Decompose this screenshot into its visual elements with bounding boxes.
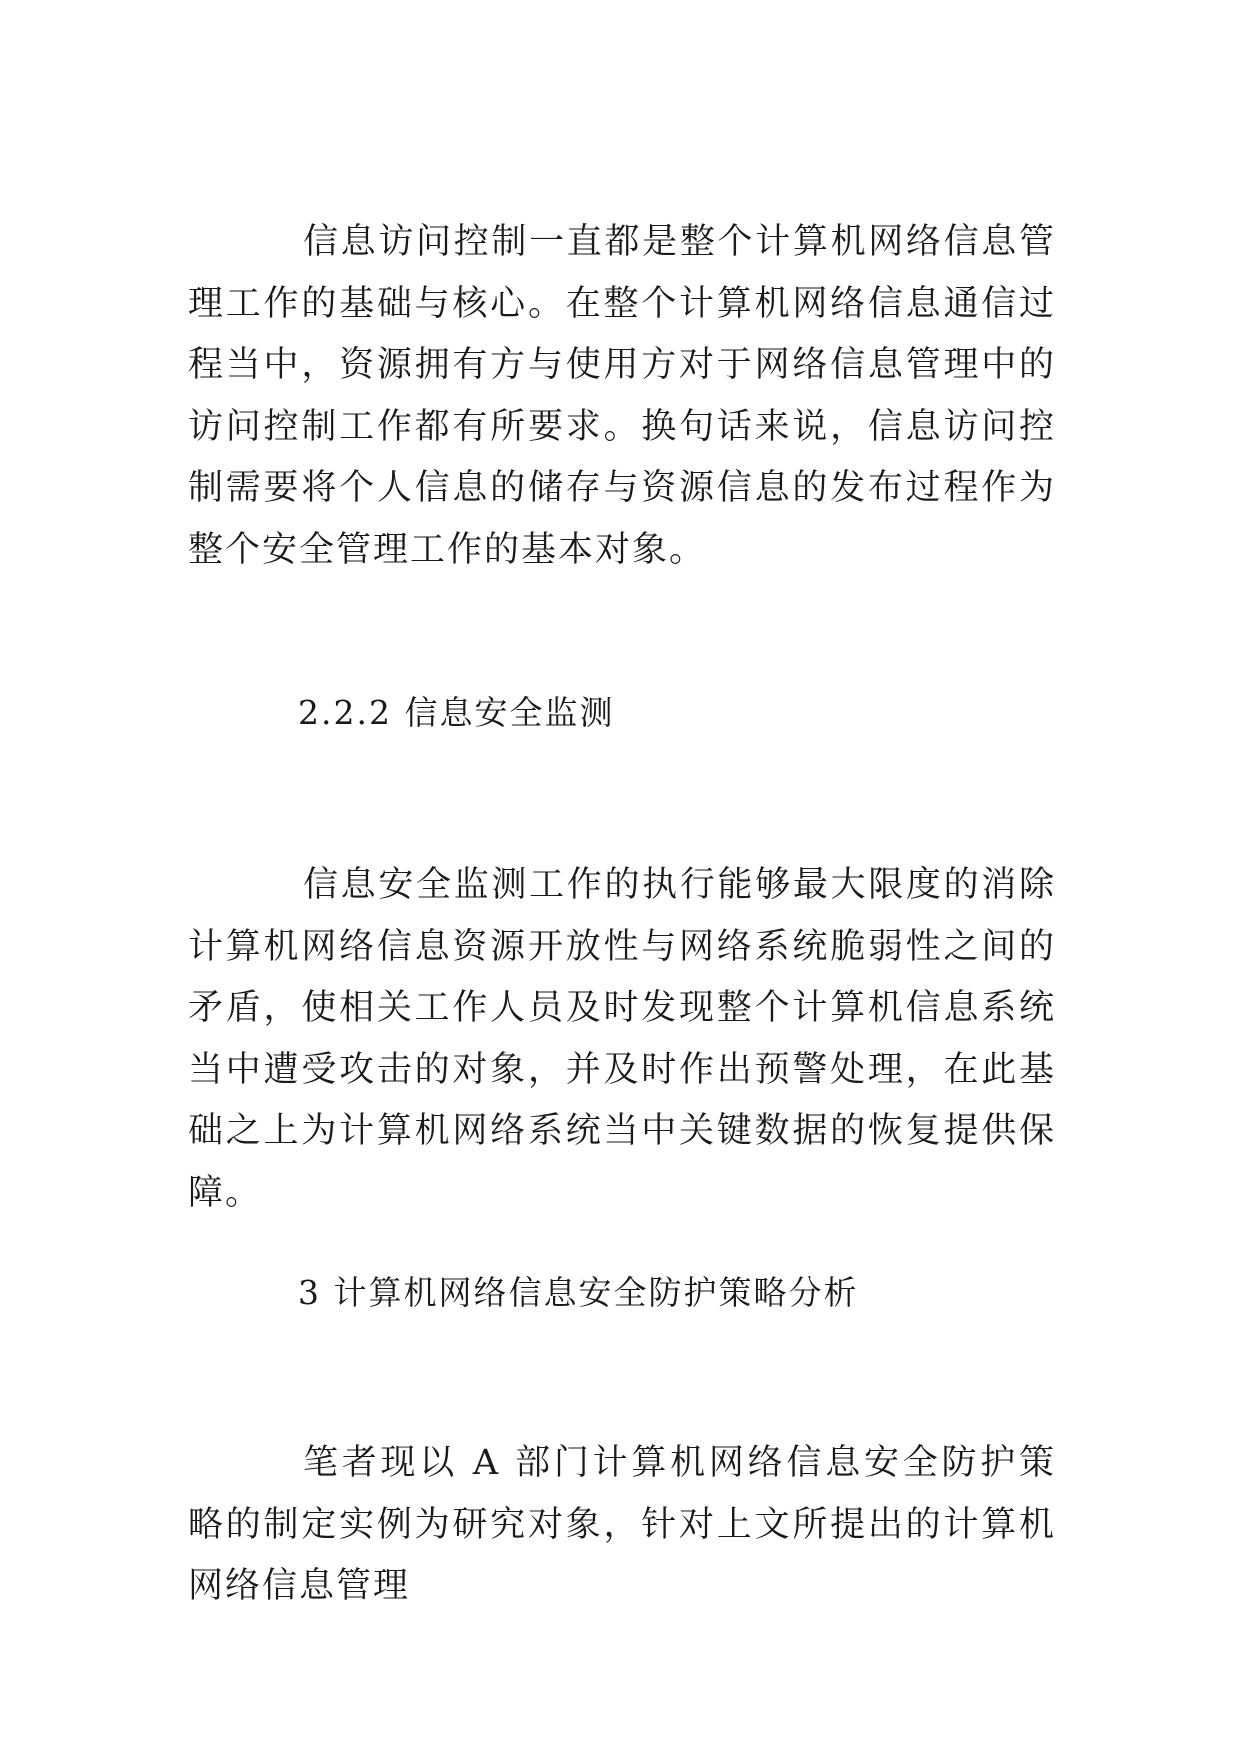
section-heading-security-monitoring: 2.2.2 信息安全监测 xyxy=(298,693,615,732)
paragraph-strategy-intro: 笔者现以 A 部门计算机网络信息安全防护策略的制定实例为研究对象，针对上文所提出的计算机网络信息管理 xyxy=(188,1443,1056,1606)
section-heading-protection-strategy: 3 计算机网络信息安全防护策略分析 xyxy=(298,1273,859,1312)
paragraph-security-monitoring: 信息安全监测工作的执行能够最大限度的消除计算机网络信息资源开放性与网络系统脆弱性之间的矛盾，使相关工作人员及时发现整个计算机信息系统当中遭受攻击的对象，并及时作出预警处理，在此基础之上为计算机网络系统当中关键数据的恢复提供保障。 xyxy=(188,865,1056,1213)
paragraph-access-control: 信息访问控制一直都是整个计算机网络信息管理工作的基础与核心。在整个计算机网络信息通信过程当中，资源拥有方与使用方对于网络信息管理中的访问控制工作都有所要求。换句话来说，信息访问控制需要将个人信息的储存与资源信息的发布过程作为整个安全管理工作的基本对象。 xyxy=(188,222,1056,570)
